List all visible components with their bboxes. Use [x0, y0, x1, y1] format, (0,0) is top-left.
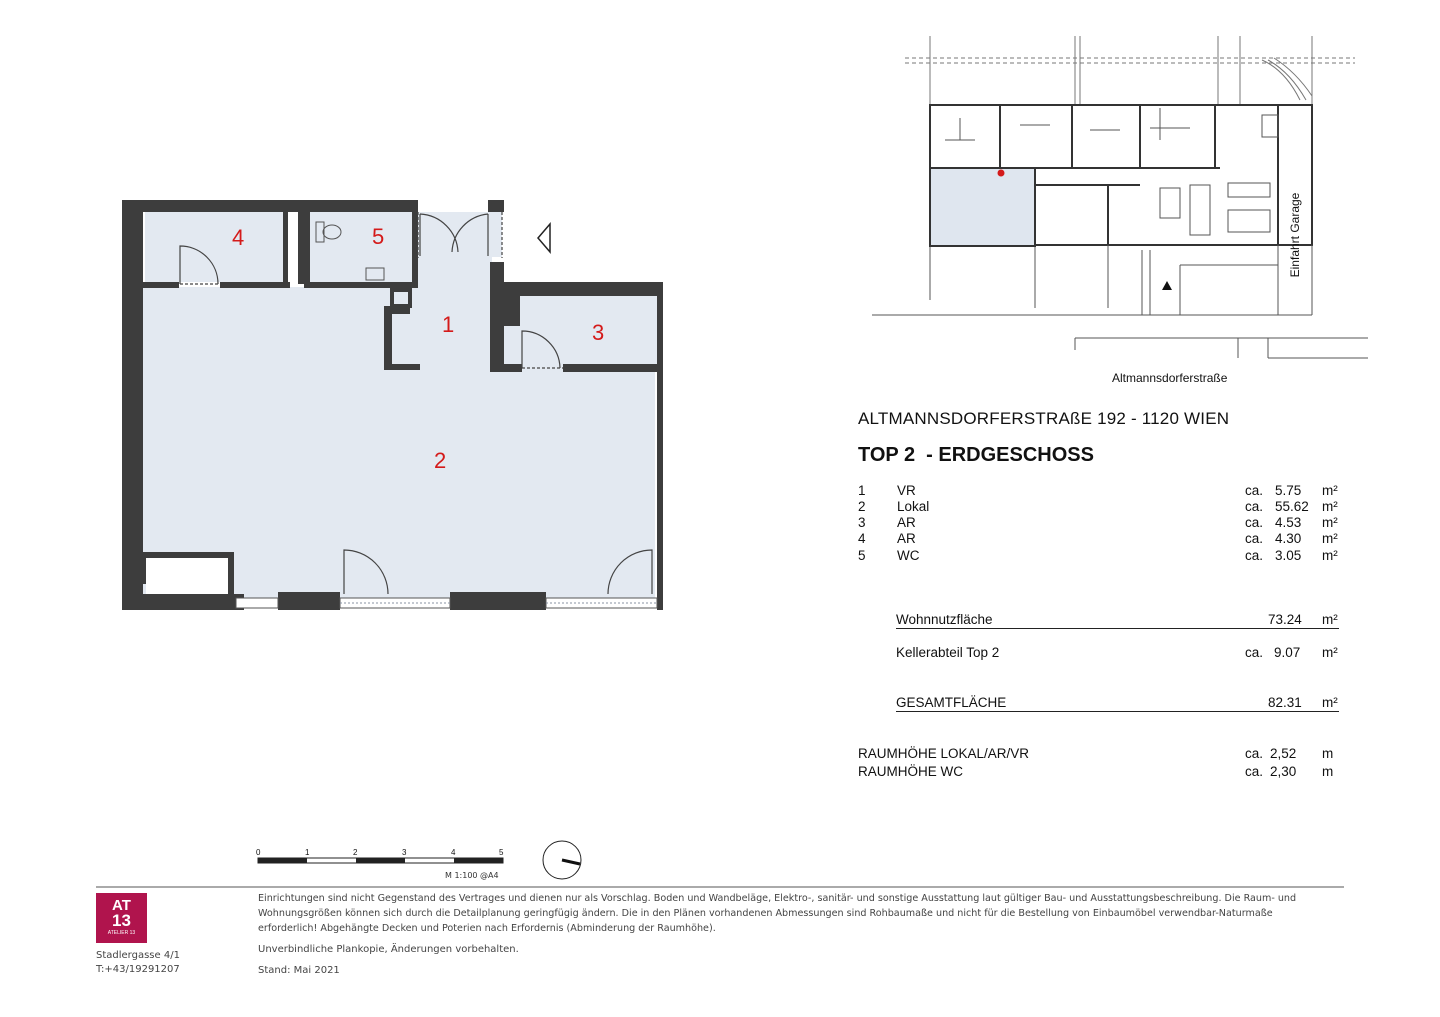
- office-street: Stadlergasse 4/1: [96, 950, 180, 961]
- north-triangle-icon: [1162, 281, 1172, 290]
- highlighted-unit: [930, 168, 1035, 246]
- room-number-4: 4: [232, 225, 245, 250]
- room-number-2: 2: [434, 448, 447, 473]
- disclaimer: Einrichtungen sind nicht Gegenstand des Vertrages und dienen nur als Vorschlag. Boden und Wandbeläge, Elektro-, sanitär- und sonstige Ausstattung laut gültiger Bau- und Ausstattungsbeschreibung. Die Raum- und Wohnungsgrößen können sich durch die Detailplanung geringfügig ändern. Die in den Plänen vorhandenen Abmessungen sind Rohbaumaße und nicht für die Bestellung von Einbaumöbel verwendbar-Naturmaße erforderlich! Abgehängte Decken und Poterien nach Erfordernis (Abminderung der Raumhöhe).: [258, 893, 1297, 934]
- room-number-1: 1: [442, 312, 455, 337]
- stand-date: Stand: Mai 2021: [258, 965, 340, 976]
- office-phone: T:+43/19291207: [96, 964, 180, 975]
- unit-marker-icon: [998, 170, 1005, 177]
- scale-bar: [258, 858, 503, 863]
- north-compass-icon: [543, 841, 581, 879]
- niche: [146, 558, 228, 594]
- keller-row: Kellerabteil Top 2 ca. 9.07 m²: [896, 645, 1338, 660]
- entrance-arrow-icon: [538, 224, 550, 252]
- garage-label: Einfahrt Garage: [1288, 192, 1302, 278]
- wohnnutzflaeche-row: Wohnnutzfläche 73.24 m²: [896, 612, 1338, 627]
- logo: AT 13 ATELIER 13: [96, 893, 147, 943]
- room-number-3: 3: [592, 320, 605, 345]
- disclaimer-copy: Unverbindliche Plankopie, Änderungen vorbehalten.: [258, 944, 519, 955]
- room-number-5: 5: [372, 224, 385, 249]
- scale-label: M 1:100 @A4: [445, 871, 499, 880]
- address: ALTMANNSDORFERSTRAßE 192 - 1120 WIEN: [858, 409, 1230, 428]
- street-label: Altmannsdorferstraße: [1112, 371, 1228, 385]
- page-title: TOP 2 - ERDGESCHOSS: [858, 444, 1094, 466]
- gesamtflaeche-row: GESAMTFLÄCHE 82.31 m²: [896, 695, 1338, 710]
- floor-area: [143, 212, 657, 600]
